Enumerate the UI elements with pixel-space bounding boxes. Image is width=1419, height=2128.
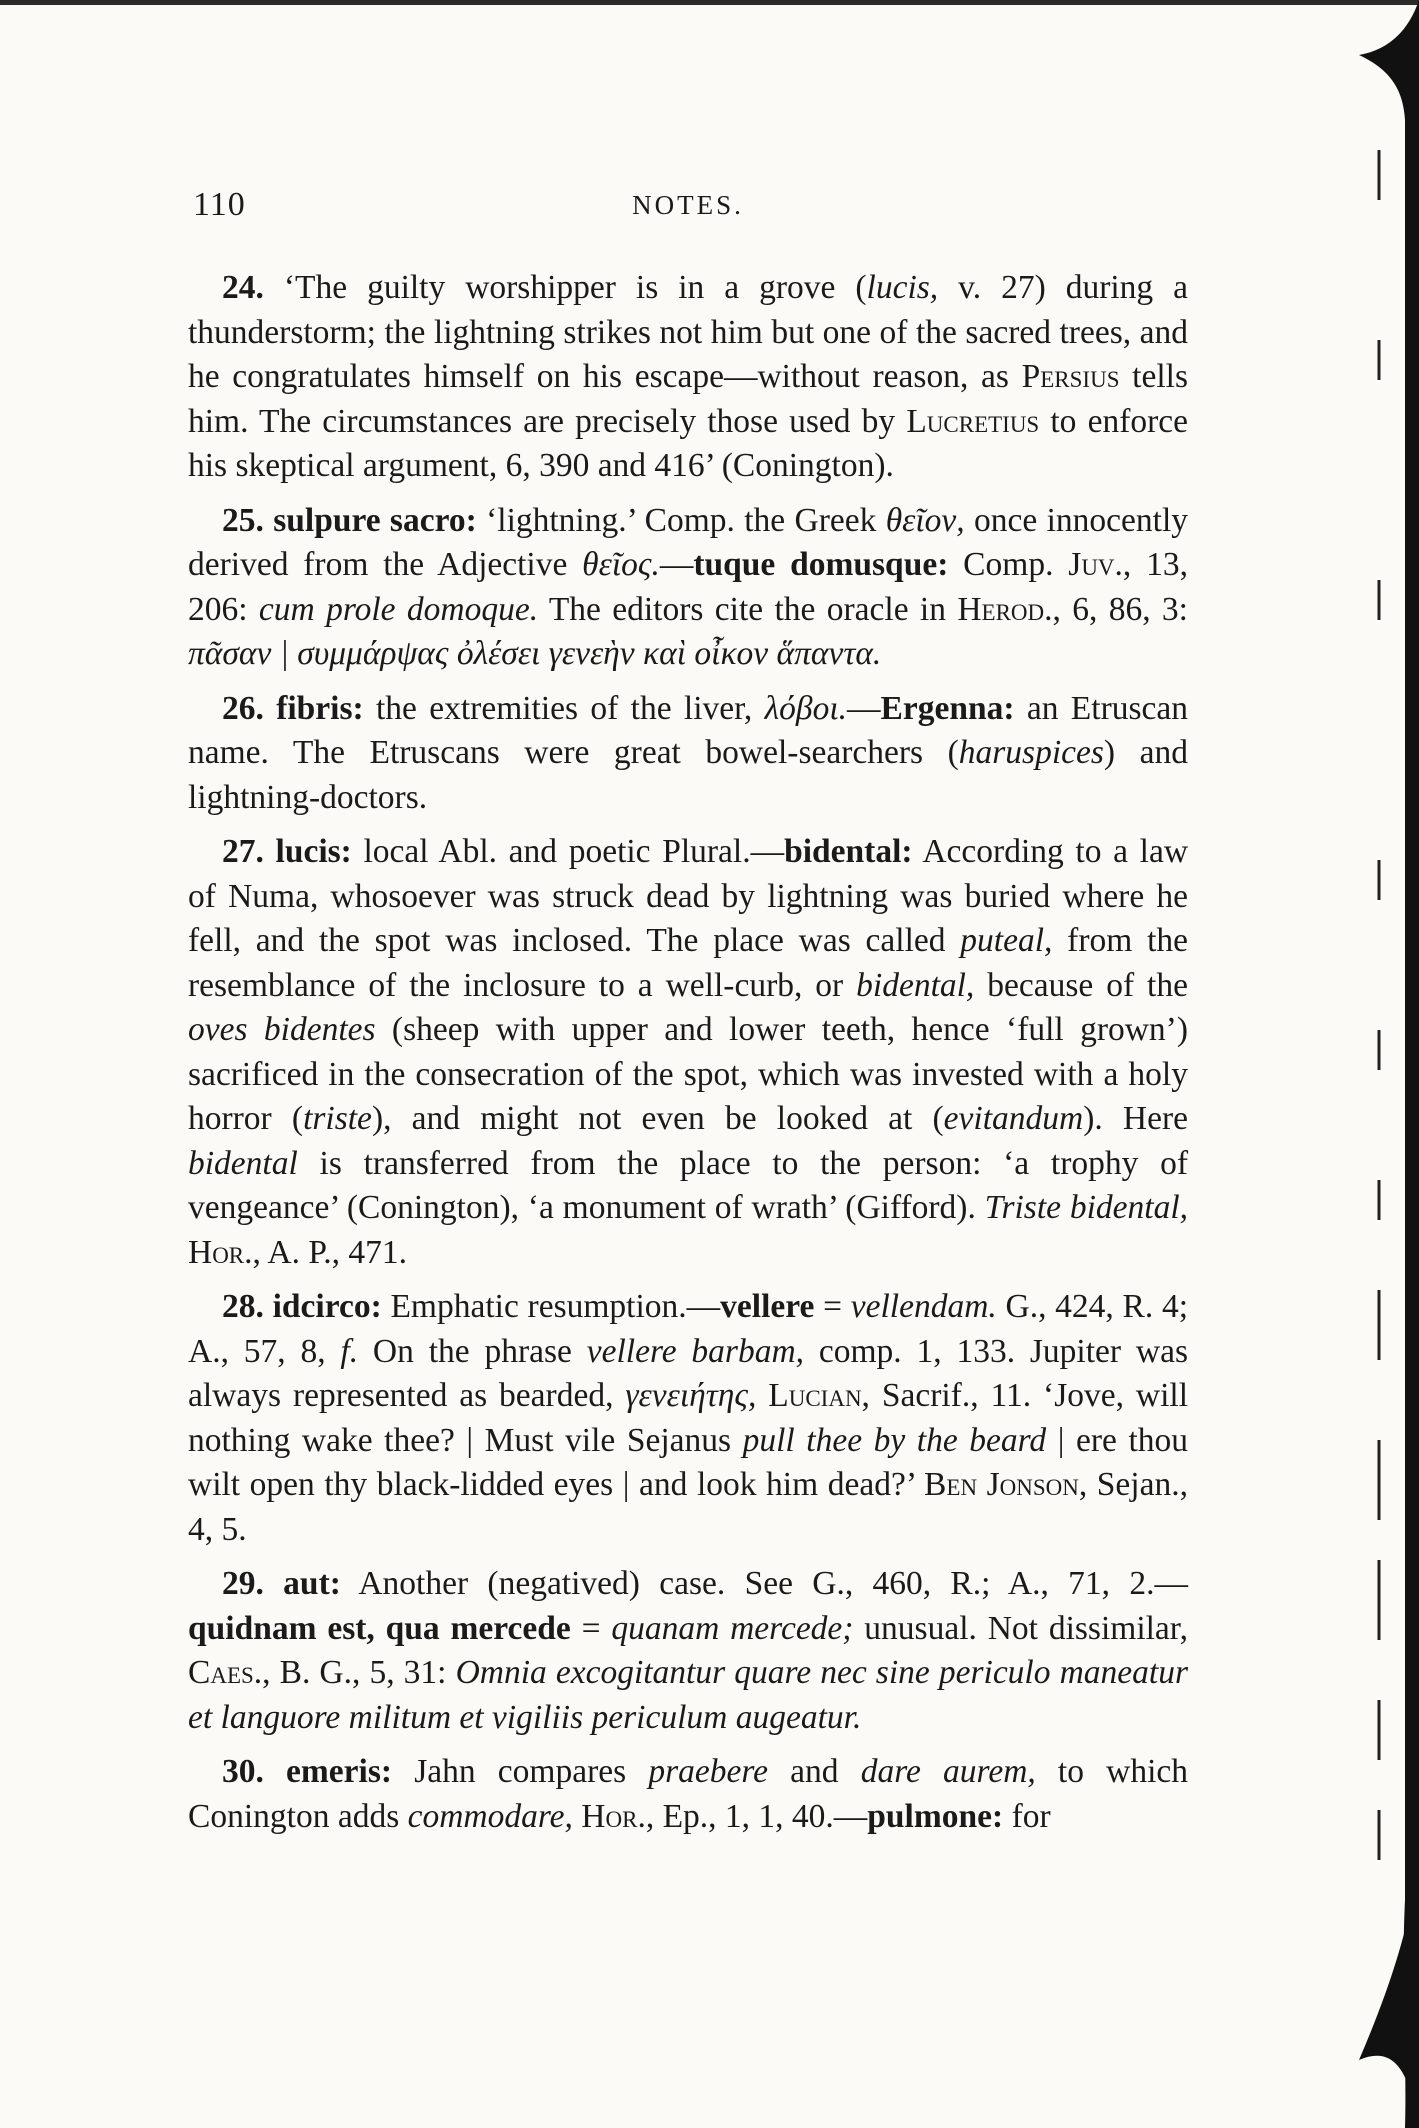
author-name: Herod.,: [957, 590, 1061, 628]
author-name: Hor.,: [581, 1797, 655, 1835]
greek-text: θεῖος.: [582, 546, 660, 583]
note-text: to which Conington adds: [188, 1753, 1189, 1835]
lemma: 29. aut:: [222, 1565, 341, 1602]
author-name: Lucian,: [768, 1377, 870, 1414]
lemma: 24.: [222, 269, 264, 306]
note-text: ). Here: [1083, 1100, 1189, 1137]
lemma: 30. emeris:: [222, 1753, 393, 1790]
lemma: 26. fibris:: [222, 689, 364, 727]
note-text: The editors cite the oracle in: [538, 590, 958, 628]
italic-text: pull thee by the beard: [742, 1421, 1047, 1459]
note-text: B. G., 5, 31:: [270, 1654, 456, 1691]
lemma: bidental:: [784, 833, 913, 870]
running-head: [188, 186, 1188, 236]
note-text: 6, 86, 3:: [1060, 590, 1188, 628]
book-binding-edge: [1309, 0, 1419, 2128]
note-text: the extremities of the liver,: [363, 689, 765, 727]
italic-text: vellere barbam,: [586, 1332, 805, 1370]
note-text: According to a law of Numa, whosoever was struck dead by lightning was buried where he fell, and the spot was inclosed. The place was called: [188, 833, 1189, 959]
greek-text: λόβοι.: [764, 689, 848, 727]
author-name: Juv.,: [1068, 546, 1132, 583]
note-25: [188, 499, 1188, 677]
note-text: comp. 1, 133. Jupiter was always represented as bearded,: [188, 1332, 1188, 1414]
italic-text: f.: [340, 1332, 359, 1370]
lemma: pulmone:: [867, 1797, 1004, 1835]
italic-text: evitandum: [943, 1100, 1084, 1137]
italic-text: bidental: [188, 1144, 298, 1182]
greek-text: γενειήτης,: [625, 1377, 757, 1414]
note-text: ) and lightning-doctors.: [188, 734, 1188, 816]
lemma: 28. idcirco:: [222, 1288, 382, 1325]
note-text: Emphatic resumption.—: [381, 1288, 721, 1325]
greek-text: θεῖον,: [885, 501, 965, 539]
note-text: =: [570, 1609, 612, 1647]
note-text: G., 424, R. 4; A., 57, 8,: [188, 1288, 1188, 1370]
scan-edge: [0, 0, 1419, 12]
note-text: from the resemblance of the inclosure to a well-curb, or: [188, 922, 1188, 1004]
note-text: [756, 1377, 768, 1414]
note-text: Jahn compares: [392, 1753, 649, 1790]
author-name: Caes.,: [188, 1654, 271, 1691]
author-name: Hor.,: [188, 1233, 261, 1271]
note-text: Comp.: [948, 546, 1069, 583]
note-text: Another (negatived) case. See G., 460, R.; A., 71, 2.—: [340, 1565, 1188, 1602]
note-text: A. P., 471.: [260, 1233, 408, 1271]
italic-text: quanam mercede;: [611, 1609, 854, 1647]
italic-text: commodare,: [407, 1797, 573, 1835]
lemma: vellere: [720, 1288, 815, 1325]
note-text: to enforce his skeptical argument, 6, 390 and 416’ (Conington).: [188, 402, 1189, 484]
author-name: Persius: [1021, 358, 1120, 395]
note-text: Sejan., 4, 5.: [188, 1466, 1188, 1548]
page-content: [188, 186, 1188, 1849]
note-27: [188, 830, 1188, 1275]
lemma: 27. lucis:: [222, 833, 352, 870]
note-text: ‘The guilty worshipper is in a grove (: [263, 269, 867, 306]
italic-text: haruspices: [958, 734, 1104, 771]
note-24: [188, 266, 1188, 489]
running-title: NOTES.: [632, 190, 744, 220]
author-name: Ben Jonson,: [924, 1466, 1088, 1503]
italic-text: Triste bidental,: [984, 1189, 1189, 1226]
note-text: ‘lightning.’ Comp. the Greek: [476, 501, 886, 539]
greek-text: πᾶσαν | συμμάρψας ὀλέσει γενεὴν καὶ οἶκον ἅπαντα.: [188, 635, 882, 672]
note-text: (sheep with upper and lower teeth, hence ‘full grown’) sacrificed in the consecration of the spot, which was invested with a holy horror (: [188, 1011, 1188, 1137]
italic-text: lucis,: [866, 269, 939, 306]
author-name: Lucretius: [906, 402, 1040, 440]
italic-text: oves bidentes: [188, 1011, 376, 1048]
note-text: —: [847, 689, 881, 727]
note-text: —: [659, 546, 694, 583]
italic-text: bidental,: [856, 966, 975, 1004]
note-text: | ere thou wilt open thy black-lidded eyes | and look him dead?’: [188, 1421, 1188, 1503]
note-text: tells him. The circumstances are precisely those used by: [188, 358, 1188, 440]
note-text: once innocently derived from the Adjective: [188, 501, 1189, 583]
page-number: 110: [193, 186, 246, 223]
note-26: [188, 687, 1188, 821]
lemma: 25. sulpure sacro:: [222, 501, 477, 539]
italic-text: triste: [303, 1100, 372, 1137]
note-text: Sacrif., 11. ‘Jove, will nothing wake thee? | Must vile Sejanus: [188, 1377, 1189, 1459]
note-text: v. 27) during a thunderstorm; the lightning strikes not him but one of the sacred trees, and he congratulates himself on his escape—without reason, as: [188, 269, 1189, 395]
note-text: unusual. Not dissimilar,: [853, 1609, 1188, 1647]
note-text: ), and might not even be looked at (: [371, 1100, 944, 1137]
italic-text: vellendam.: [850, 1288, 997, 1325]
note-29: [188, 1562, 1188, 1740]
italic-text: cum prole domoque.: [258, 590, 539, 628]
note-text: because of the: [974, 966, 1188, 1004]
italic-text: puteal,: [960, 922, 1053, 959]
lemma: Ergenna:: [880, 689, 1015, 727]
note-30: [188, 1750, 1188, 1839]
note-text: local Abl. and poetic Plural.—: [351, 833, 785, 870]
italic-text: Omnia excogitantur quare nec sine periculo maneatur et languore militum et vigiliis periculum augeatur.: [188, 1654, 1188, 1736]
note-text: 13, 206:: [188, 546, 1188, 628]
lemma: tuque domusque:: [693, 546, 949, 583]
lemma: quidnam est, qua mercede: [188, 1609, 571, 1647]
note-text: Ep., 1, 1, 40.—: [654, 1797, 868, 1835]
note-text: =: [814, 1288, 851, 1325]
note-28: [188, 1285, 1188, 1552]
note-text: for: [1003, 1797, 1051, 1835]
note-text: is transferred from the place to the person: ‘a trophy of vengeance’ (Conington), ‘a monument of wrath’ (Gifford).: [188, 1144, 1188, 1226]
italic-text: dare aurem,: [860, 1753, 1036, 1790]
note-text: On the phrase: [358, 1332, 587, 1370]
note-text: an Etruscan name. The Etruscans were great bowel-searchers (: [188, 689, 1188, 771]
italic-text: praebere: [648, 1753, 768, 1790]
note-text: and: [768, 1753, 861, 1790]
